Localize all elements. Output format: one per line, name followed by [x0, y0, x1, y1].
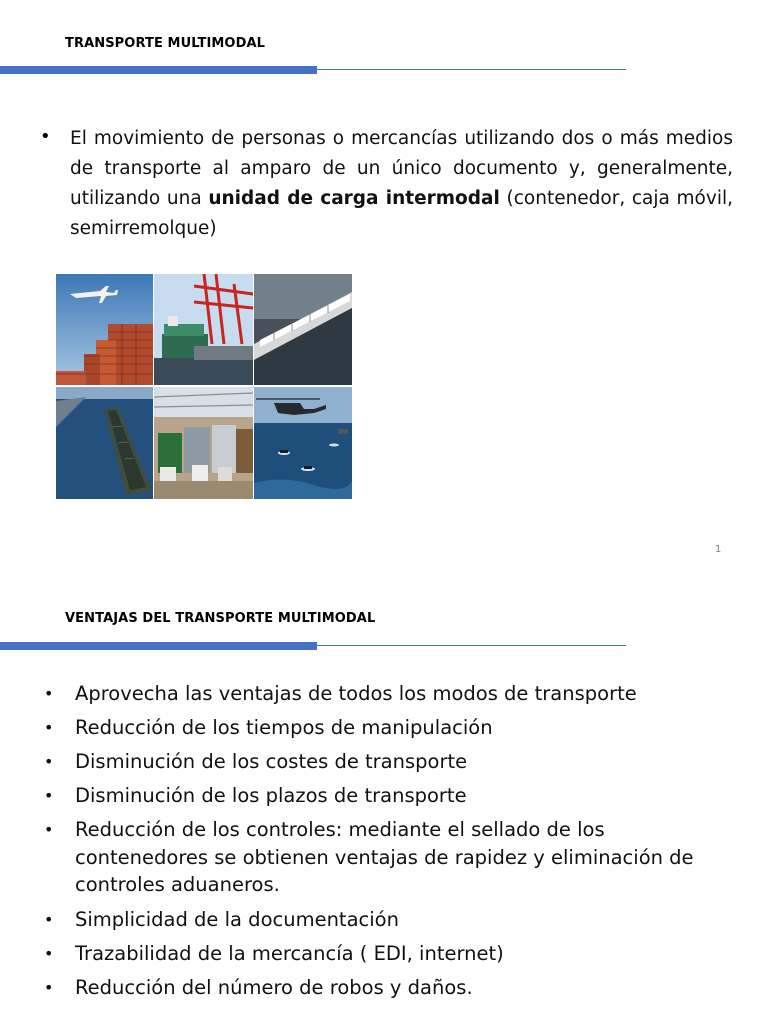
list-item — [44, 680, 734, 707]
title-rule-thick — [0, 66, 317, 74]
list-item — [44, 714, 734, 741]
bullet-marker: • — [44, 752, 54, 771]
list-item-text: Reducción de los tiempos de manipulación — [75, 716, 493, 739]
photo-airplane-containers — [56, 274, 153, 385]
bullet-marker: • — [44, 786, 54, 805]
page-number: 1 — [715, 544, 722, 555]
list-item — [44, 974, 734, 1001]
photo-helicopter-boats — [254, 387, 352, 499]
bullet-marker: • — [44, 684, 54, 703]
list-item — [44, 816, 734, 899]
definition-paragraph — [70, 124, 733, 244]
list-item-text: Disminución de los costes de transporte — [75, 750, 468, 773]
bullet-marker: • — [44, 718, 54, 737]
slide-2 — [0, 576, 768, 1024]
list-item — [44, 782, 734, 809]
list-item — [44, 906, 734, 933]
list-item-text: Disminución de los plazos de transporte — [75, 784, 467, 807]
paragraph-text-1: El movimiento de personas o mercancías utilizando dos o más medios de transporte al amparo de un único documento y, generalmente, utilizando una — [70, 128, 733, 209]
list-item — [44, 748, 734, 775]
title-rule-thin — [317, 69, 626, 70]
list-item-text: Aprovecha las ventajas de todos los modos de transporte — [75, 682, 637, 705]
slide-2-title: VENTAJAS DEL TRANSPORTE MULTIMODAL — [65, 611, 376, 626]
photo-trucks-terminal — [154, 387, 253, 499]
photo-container-ship — [154, 274, 253, 385]
bullet-marker: • — [44, 943, 54, 963]
photo-freight-train — [254, 274, 352, 385]
list-item-text: Reducción de los controles: mediante el sellado de los contenedores se obtienen ventajas de rapidez y eliminación de controles aduaneros. — [75, 818, 694, 896]
slide-1-title: TRANSPORTE MULTIMODAL — [65, 36, 266, 51]
bullet-marker: • — [44, 977, 54, 997]
paragraph-text-2: (contenedor, caja móvil, semirremolque) — [70, 188, 733, 239]
list-item-text: Simplicidad de la documentación — [75, 907, 399, 931]
paragraph-bold-term: unidad de carga intermodal — [208, 188, 500, 209]
bullet-marker: • — [44, 820, 54, 839]
advantages-list — [44, 680, 734, 1008]
title-rule-thick — [0, 642, 317, 650]
list-item — [44, 940, 734, 967]
photo-river-barge — [56, 387, 153, 499]
title-rule-thin — [317, 645, 626, 646]
bullet-marker: • — [44, 909, 54, 929]
list-item-text: Reducción del número de robos y daños. — [75, 975, 473, 999]
transport-photo-collage — [56, 274, 352, 499]
bullet-marker: • — [40, 126, 51, 147]
list-item-text: Trazabilidad de la mercancía ( EDI, internet) — [75, 941, 504, 965]
